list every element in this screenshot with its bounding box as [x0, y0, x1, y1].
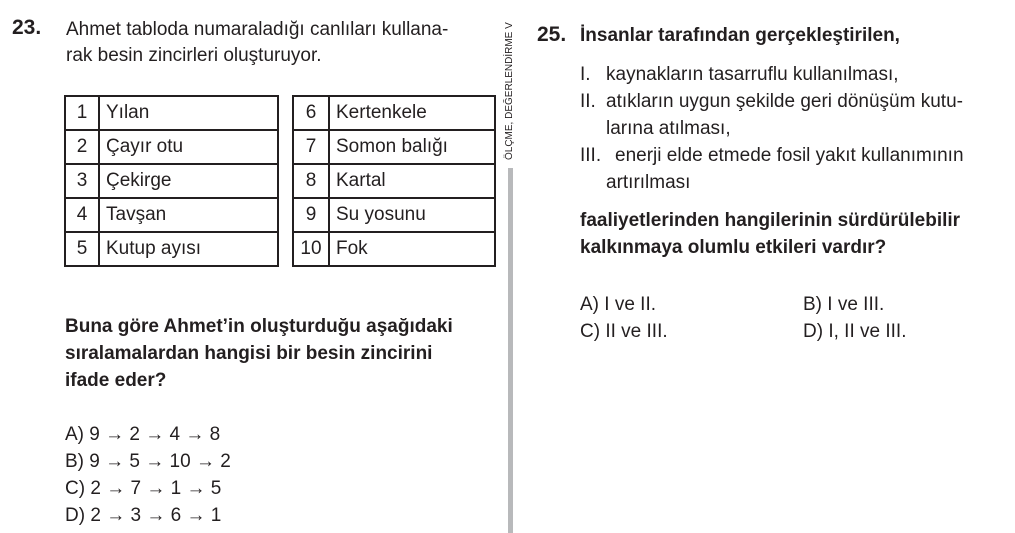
- q25-question-line2: kalkınmaya olumlu etkileri vardır?: [580, 237, 887, 258]
- table-row: [293, 96, 495, 130]
- table-row: [65, 164, 278, 198]
- option-text: 2 → 3 → 6 → 1: [90, 505, 222, 526]
- q23-stem-line2: rak besin zincirleri oluşturuyor.: [66, 45, 322, 66]
- item-continuation: larına atılması,: [606, 118, 731, 139]
- table-cell-number: 9: [293, 198, 329, 232]
- option-letter: B): [803, 294, 822, 315]
- table-cell-number: 4: [65, 198, 99, 232]
- table-cell-name: Kertenkele: [329, 96, 495, 130]
- q23-question-line3: ifade eder?: [65, 370, 167, 391]
- option-b[interactable]: [65, 448, 231, 475]
- option-text: II ve III.: [605, 321, 668, 342]
- table-cell-number: 10: [293, 232, 329, 266]
- option-d[interactable]: [803, 318, 906, 345]
- table-row: [293, 164, 495, 198]
- option-text: 9 → 5 → 10 → 2: [89, 451, 231, 472]
- option-letter: D): [65, 505, 86, 526]
- q23-question-line2: sıralamalardan hangisi bir besin zincirini: [65, 343, 433, 364]
- table-row: [293, 130, 495, 164]
- table-cell-name: Yılan: [99, 96, 278, 130]
- item-text: atıkların uygun şekilde geri dönüşüm kutu-: [606, 91, 963, 112]
- table-cell-number: 5: [65, 232, 99, 266]
- q23-question-line1: Buna göre Ahmet’in oluşturduğu aşağıdaki: [65, 316, 453, 337]
- table-cell-name: Somon balığı: [329, 130, 495, 164]
- table-cell-name: Tavşan: [99, 198, 278, 232]
- table-row: [65, 232, 278, 266]
- list-item: [580, 88, 964, 115]
- item-roman: III.: [580, 145, 602, 166]
- organism-table-left: [64, 95, 279, 267]
- option-letter: C): [65, 478, 86, 499]
- q25-question-line1: faaliyetlerinden hangilerinin sürdürülebilir: [580, 210, 961, 231]
- item-roman: I.: [580, 64, 591, 85]
- table-cell-number: 7: [293, 130, 329, 164]
- q23-number: 23.: [12, 16, 42, 39]
- q25-number: 25.: [537, 23, 567, 46]
- table-cell-name: Kartal: [329, 164, 495, 198]
- table-cell-number: 8: [293, 164, 329, 198]
- table-cell-number: 3: [65, 164, 99, 198]
- q25-question: [580, 207, 960, 261]
- table-row: [65, 198, 278, 232]
- column-divider: [508, 168, 513, 533]
- option-text: I ve III.: [827, 294, 885, 315]
- q23-stem: [66, 17, 448, 69]
- item-roman: II.: [580, 91, 596, 112]
- table-row: [65, 130, 278, 164]
- option-c[interactable]: [65, 475, 231, 502]
- q25-options: [580, 291, 906, 345]
- table-cell-number: 6: [293, 96, 329, 130]
- option-c[interactable]: [580, 318, 803, 345]
- option-letter: D): [803, 321, 824, 342]
- table-cell-number: 2: [65, 130, 99, 164]
- list-item: [580, 61, 964, 88]
- option-letter: B): [65, 451, 84, 472]
- table-row: [65, 96, 278, 130]
- table-cell-name: Fok: [329, 232, 495, 266]
- table-cell-number: 1: [65, 96, 99, 130]
- table-cell-name: Çekirge: [99, 164, 278, 198]
- options-row: [580, 291, 906, 318]
- option-a[interactable]: [65, 421, 231, 448]
- q25-stem: İnsanlar tarafından gerçekleştirilen,: [580, 25, 900, 46]
- option-b[interactable]: [803, 291, 884, 318]
- option-text: 9 → 2 → 4 → 8: [89, 424, 221, 445]
- table-row: [293, 232, 495, 266]
- option-letter: A): [65, 424, 84, 445]
- option-text: I ve II.: [604, 294, 657, 315]
- q23-options: [65, 421, 231, 529]
- option-text: 2 → 7 → 1 → 5: [90, 478, 222, 499]
- table-cell-name: Su yosunu: [329, 198, 495, 232]
- option-a[interactable]: [580, 291, 803, 318]
- option-letter: C): [580, 321, 601, 342]
- item-text: enerji elde etmede fosil yakıt kullanımının: [615, 145, 964, 166]
- table-cell-name: Çayır otu: [99, 130, 278, 164]
- item-text: kaynakların tasarruflu kullanılması,: [606, 64, 899, 85]
- option-text: I, II ve III.: [828, 321, 907, 342]
- option-d[interactable]: [65, 502, 231, 529]
- options-row: [580, 318, 906, 345]
- table-cell-name: Kutup ayısı: [99, 232, 278, 266]
- side-label: ÖLÇME, DEĞERLENDİRME V: [504, 22, 515, 160]
- table-row: [293, 198, 495, 232]
- q23-question: [65, 313, 453, 394]
- item-continuation: artırılması: [606, 172, 691, 193]
- q23-stem-line1: Ahmet tabloda numaraladığı canlıları kullana-: [66, 19, 449, 40]
- q25-items: [580, 61, 964, 196]
- option-letter: A): [580, 294, 599, 315]
- organism-table-right: [292, 95, 496, 267]
- list-item: [580, 142, 964, 169]
